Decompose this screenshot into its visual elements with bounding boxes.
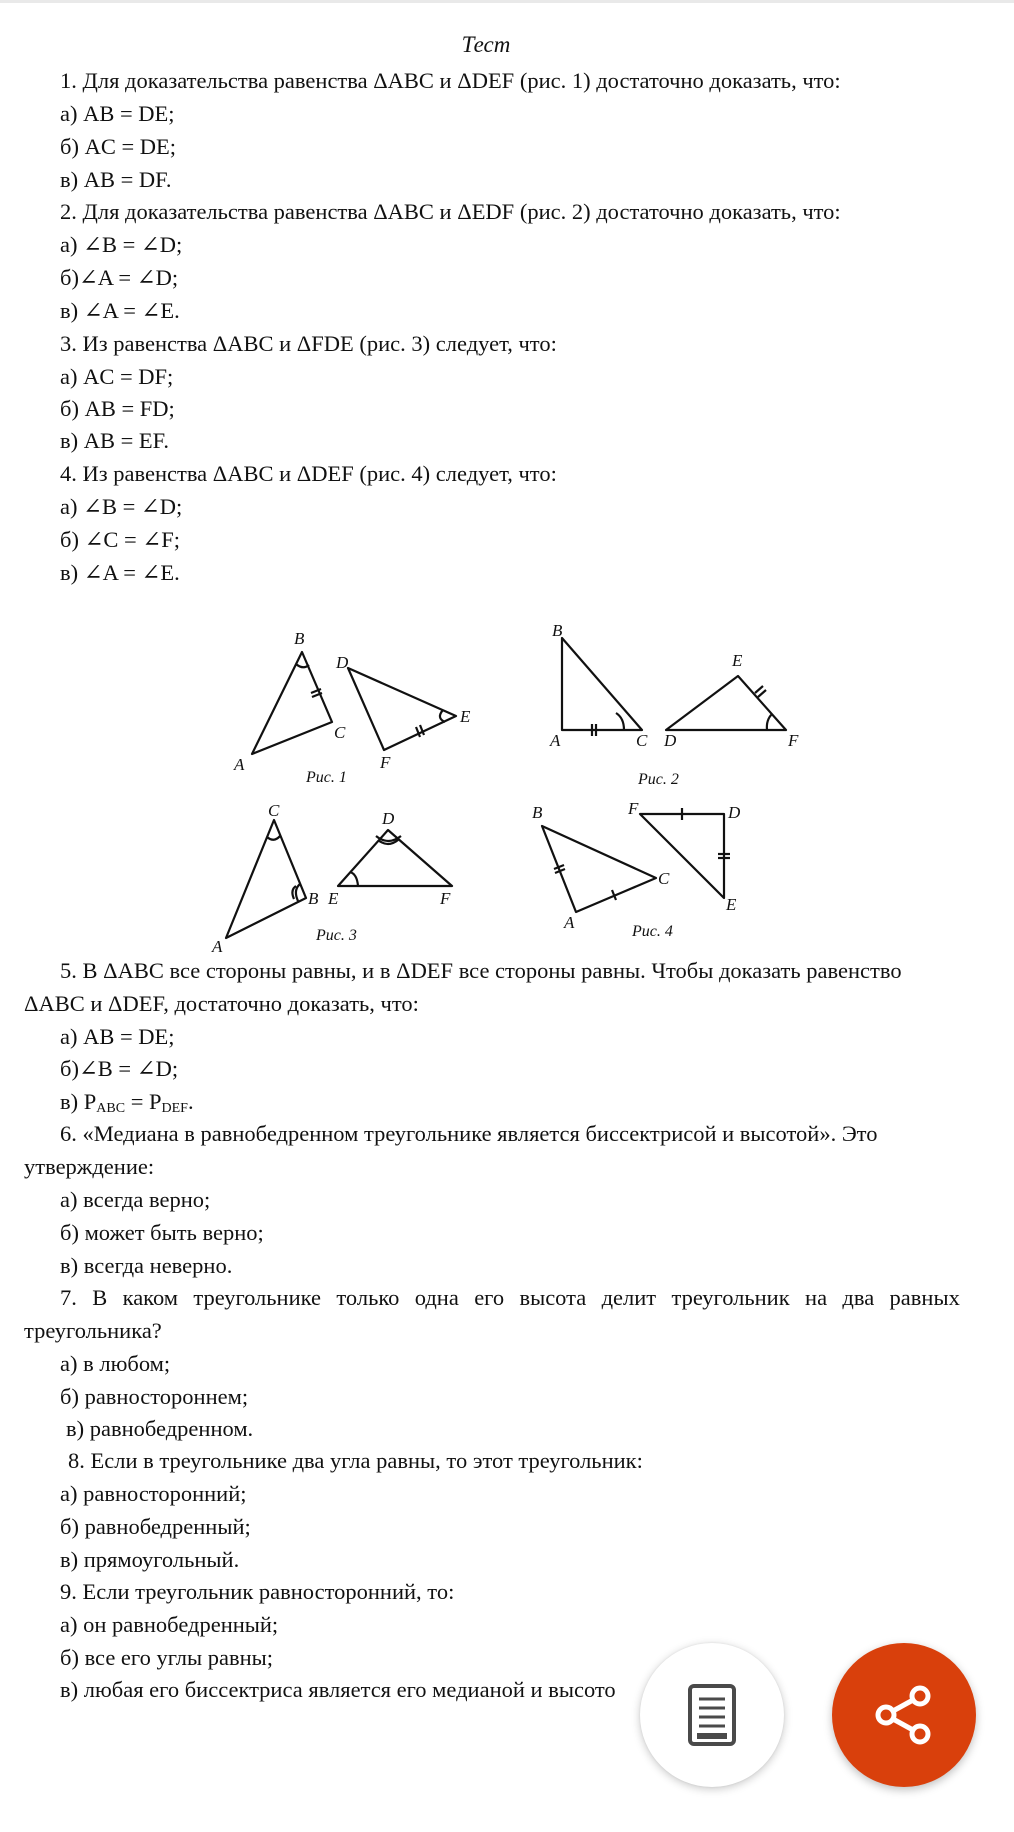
share-button[interactable] <box>832 1643 976 1787</box>
q5-option-a: а) AB = DE; <box>60 1024 175 1049</box>
q6-option-a: а) всегда верно; <box>60 1187 211 1212</box>
fig3-label-a: A <box>212 937 223 956</box>
share-icon <box>872 1683 936 1747</box>
fig4-label-f: F <box>628 799 639 818</box>
q3-option-a: а) AC = DF; <box>60 364 174 389</box>
q3-option-b: б) AB = FD; <box>60 396 175 421</box>
fig4-label-a: A <box>564 913 575 932</box>
question-2: 2. Для доказательства равенства ΔABC и ΔEDF (рис. 2) достаточно доказать, что: <box>60 199 841 224</box>
fig3-angle-b-arc2 <box>296 884 300 901</box>
question-3: 3. Из равенства ΔABC и ΔFDE (рис. 3) следует, что: <box>60 331 557 356</box>
fig1-caption: Рис. 1 <box>306 769 347 786</box>
fig1-label-f: F <box>380 753 391 772</box>
question-5-line2: ΔABC и ΔDEF, достаточно доказать, что: <box>24 991 419 1016</box>
q6-option-b: б) может быть верно; <box>60 1220 264 1245</box>
q2-option-c: в) ∠A = ∠E. <box>60 298 180 323</box>
fig2-label-c: C <box>636 731 648 750</box>
question-4: 4. Из равенства ΔABC и ΔDEF (рис. 4) следует, что: <box>60 461 557 486</box>
fig4-triangle-fde <box>640 814 724 898</box>
page-title: Тест <box>461 32 511 57</box>
question-1: 1. Для доказательства равенства ΔABC и ΔDEF (рис. 1) достаточно доказать, что: <box>60 68 841 93</box>
fig3-caption: Рис. 3 <box>316 927 357 944</box>
q7-word: равных <box>889 1285 960 1310</box>
q8-option-c: в) прямоугольный. <box>60 1547 240 1572</box>
q4-option-a: а) ∠B = ∠D; <box>60 494 183 519</box>
fig2-label-b: B <box>552 621 563 640</box>
q8-option-a: а) равносторонний; <box>60 1481 247 1506</box>
question-7-line2: треугольника? <box>24 1318 162 1343</box>
q2-option-a: а) ∠B = ∠D; <box>60 232 183 257</box>
fig1-label-c: C <box>334 723 346 742</box>
q7-word: одна <box>414 1285 459 1310</box>
fig2-tick-ef-1 <box>755 686 763 693</box>
fig1-triangle-abc <box>252 652 332 754</box>
top-divider <box>0 0 1014 3</box>
q1-option-a: а) AB = DE; <box>60 101 175 126</box>
q5-option-c-mid: = P <box>125 1089 162 1114</box>
q6-option-c: в) всегда неверно. <box>60 1253 233 1278</box>
fig1-triangle-def <box>348 668 456 750</box>
fig3-label-c: C <box>268 801 280 820</box>
question-6-line1: 6. «Медиана в равнобедренном треугольнике является биссектрисой и высотой». Это <box>60 1121 878 1146</box>
fig4-triangle-abc <box>542 826 656 912</box>
q9-option-a: а) он равнобедренный; <box>60 1612 279 1637</box>
fig3-angle-e-arc <box>350 872 358 886</box>
fig3-label-f: F <box>440 889 451 908</box>
question-5-line1: 5. В ΔABC все стороны равны, и в ΔDEF все стороны равны. Чтобы доказать равенство <box>60 958 902 983</box>
q4-option-b: б) ∠C = ∠F; <box>60 527 180 552</box>
q7-option-a: а) в любом; <box>60 1351 171 1376</box>
fig2-label-a: A <box>550 731 561 750</box>
q7-word: треугольнике <box>193 1285 321 1310</box>
fig4-label-b: B <box>532 803 543 822</box>
q4-option-c: в) ∠A = ∠E. <box>60 560 180 585</box>
fig3-triangle-abc <box>226 820 306 938</box>
q7-word: его <box>474 1285 505 1310</box>
figures-svg <box>210 618 820 956</box>
fig4-label-d: D <box>728 803 741 822</box>
fig3-angle-c-arc <box>267 836 280 840</box>
fig2-label-e: E <box>732 651 743 670</box>
q1-option-b: б) AC = DE; <box>60 134 177 159</box>
fig4-label-c: C <box>658 869 670 888</box>
fig2-angle-c-arc <box>616 713 624 730</box>
fig1-label-e: E <box>460 707 471 726</box>
fig2-angle-f-arc <box>767 714 772 730</box>
fig2-label-f: F <box>788 731 799 750</box>
q7-word: только <box>336 1285 400 1310</box>
q8-option-b: б) равнобедренный; <box>60 1514 251 1539</box>
q5-option-c-end: . <box>187 1089 194 1114</box>
q7-word: высота <box>519 1285 587 1310</box>
q2-option-b: б)∠A = ∠D; <box>60 265 179 290</box>
fig3-label-e: E <box>328 889 339 908</box>
question-9: 9. Если треугольник равносторонний, то: <box>60 1579 455 1604</box>
q1-option-c: в) AB = DF. <box>60 167 172 192</box>
q7-word: 7. <box>60 1285 77 1310</box>
q7-word: два <box>842 1285 875 1310</box>
document-icon <box>686 1683 738 1747</box>
q7-word: треугольник <box>671 1285 790 1310</box>
q7-word: делит <box>601 1285 657 1310</box>
document-view-button[interactable] <box>640 1643 784 1787</box>
fig2-tick-ef-2 <box>758 690 766 697</box>
question-7-line1 <box>60 1283 960 1313</box>
q5-option-c-sub1: ABC <box>96 1101 126 1116</box>
question-8: 8. Если в треугольнике два угла равны, то этот треугольник: <box>68 1448 643 1473</box>
fig3-label-d: D <box>382 809 395 828</box>
fig3-label-b: B <box>308 889 319 908</box>
q7-option-b: б) равностороннем; <box>60 1384 249 1409</box>
fig1-label-a: A <box>234 755 245 774</box>
question-6-line2: утверждение: <box>24 1154 155 1179</box>
fig4-caption: Рис. 4 <box>632 923 673 940</box>
q7-option-c: в) равнобедренном. <box>66 1416 254 1441</box>
fig1-label-d: D <box>336 653 349 672</box>
q7-word: В <box>92 1285 108 1310</box>
q3-option-c: в) AB = EF. <box>60 428 170 453</box>
q5-option-b: б)∠B = ∠D; <box>60 1056 179 1081</box>
q9-option-b: б) все его углы равны; <box>60 1645 274 1670</box>
q9-option-c: в) любая его биссектриса является его медианой и высото <box>60 1677 616 1702</box>
q7-word: на <box>805 1285 828 1310</box>
fig1-label-b: B <box>294 629 305 648</box>
figures-panel <box>210 618 820 956</box>
q5-option-c-sub2: DEF <box>161 1101 188 1116</box>
fig2-triangle-abc <box>562 638 642 730</box>
fig2-caption: Рис. 2 <box>638 771 679 788</box>
fig4-label-e: E <box>726 895 737 914</box>
q7-word: каком <box>122 1285 179 1310</box>
fig2-label-d: D <box>664 731 677 750</box>
q5-option-c-prefix: в) P <box>60 1089 97 1114</box>
